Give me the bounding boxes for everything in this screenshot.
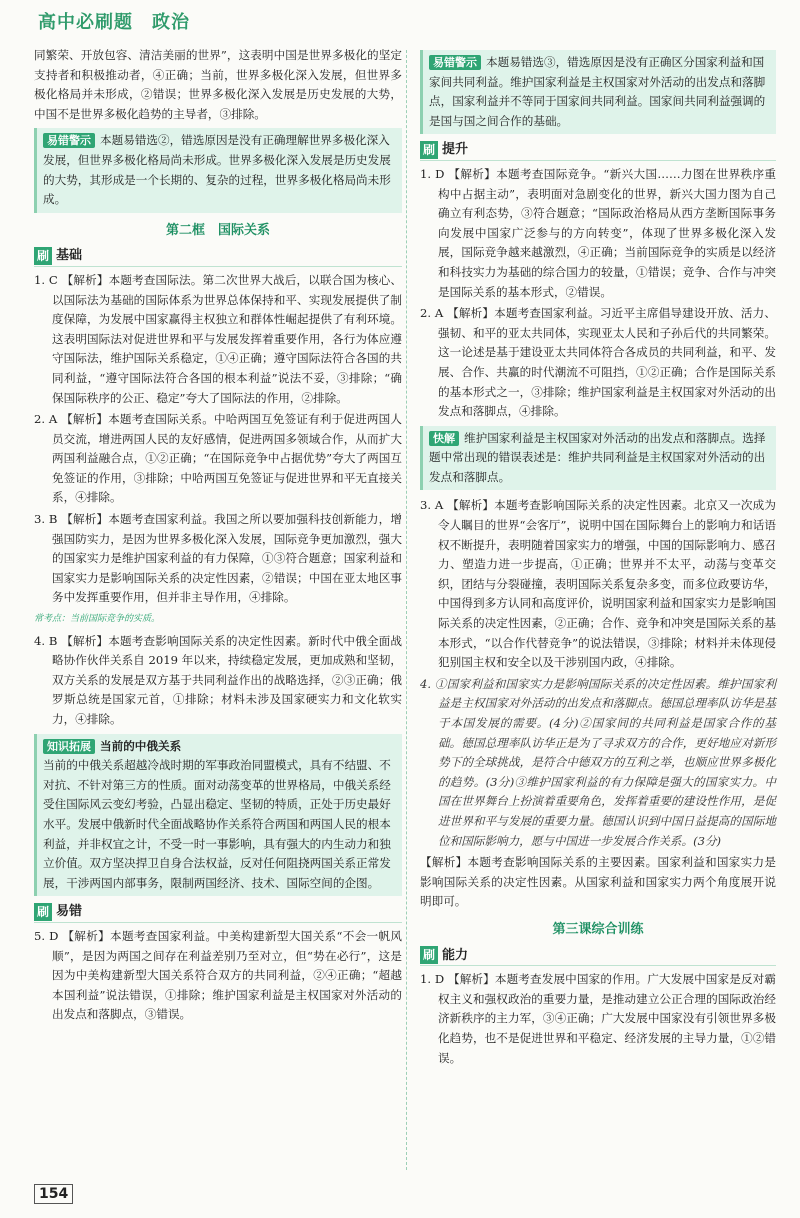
knowledge-extension-label: 知识拓展: [43, 739, 95, 754]
section-ability: [420, 946, 776, 967]
brush-icon: 刷: [420, 141, 438, 159]
answer-item: 1. D 【解析】本题考查国际竞争。“新兴大国……力图在世界秩序重构中占据主动”，表明面对急剧变化的世界，新兴大国力图为自己确立有利态势，③符合题意；“国际政治格局从西方垄断国际事务向发展中国家广泛参与的方向转变”，体现了世界多极化深入发展，国际竞争越来越激烈，④正确；当前国际竞争的实质是以经济和科技实力为基础的综合国力的较量，①错误；竞争、合作与冲突是国际关系的基本形式，②错误。: [420, 166, 776, 299]
lesson-title: 第三课综合训练: [552, 921, 644, 937]
error-warning-text: 本题易错选③，错选原因是没有正确区分国家利益和国家间共同利益。维护国家利益是主权国家对外活动的出发点和落脚点，国家利益并不等同于国家间共同利益。国家间共同利益强调的是国与国之间合作的基础。: [429, 55, 766, 128]
column-divider: [406, 50, 407, 1170]
brush-icon: 刷: [420, 946, 438, 964]
quick-tip-text: 维护国家利益是主权国家对外活动的出发点和落脚点。选择题中常出现的错误表述是：维护共同利益是主权国家对外活动的出发点和落脚点。: [429, 430, 766, 484]
section-error-title: 易错: [56, 904, 83, 920]
section-basic-title: 基础: [56, 248, 83, 264]
answer-item: 4. B 【解析】本题考查影响国际关系的决定性因素。新时代中俄全面战略协作伙伴关系自 2019 年以来，持续稳定发展，更加成熟和坚韧，双方关系的发展是双方基于共同利益作出的战略选择，②③正确；俄罗斯总统是国家元首，①排除；材料未涉及国家硬实力和文化软实力，④排除。: [34, 633, 402, 726]
answer-item: 1. D 【解析】本题考查发展中国家的作用。广大发展中国家是反对霸权主义和强权政治的重要力量，是推动建立公正合理的国际政治经济新秩序的主力军，③④正确；广大发展中国家没有引领世界多极化趋势，也不是促进世界和平稳定、经济发展的主导力量，①②错误。: [420, 972, 776, 1065]
knowledge-extension-title: 当前的中俄关系: [100, 738, 182, 753]
error-warning-box: [34, 128, 402, 212]
error-warning-label: 易错警示: [43, 133, 95, 148]
answer-item: 3. B 【解析】本题考查国家利益。我国之所以要加强科技创新能力，增强国防实力，是因为世界多极化深入发展，国际竞争更加激烈，强大的国家实力是维护国家利益的有力保障，①③符合题意；国家利益和国家实力是影响国际关系的决定性因素，②错误；中国在亚太地区事务中发挥重要作用，但并非主导作用，④排除。: [34, 512, 402, 605]
frame-title: 第二框 国际关系: [165, 222, 270, 238]
answer-item: 2. A 【解析】本题考查国际关系。中哈两国互免签证有利于促进两国人员交流，增进两国人民的友好感情，促进两国多领域合作，从而扩大两国利益融合点，①②正确；“在国际竞争中占据优势”夸大了两国互免签证的作用，③排除；中哈两国互免签证与促进世界和平无直接关系，④排除。: [34, 412, 402, 505]
answer-item: 2. A 【解析】本题考查国家利益。习近平主席倡导建设开放、活力、强韧、和平的亚太共同体，实现亚太人民和子孙后代的共同繁荣。这一论述是基于建设亚太共同体符合各成员的共同利益，和平、发展、合作、共赢的时代潮流不可阻挡，①②正确；合作是国际关系的基本形式之一，③排除；维护国家利益是主权国家对外活动的出发点和落脚点，④排除。: [420, 306, 776, 419]
running-header: 高中必刷题 政治: [38, 12, 190, 33]
brush-icon: 刷: [34, 247, 52, 265]
continued-answer: 同繁荣、开放包容、清洁美丽的世界”，这表明中国是世界多极化的坚定支持者和积极推动者，④正确；当前，世界多极化深入发展，但世界多极化格局并未形成，②错误；世界多极化深入发展是历史发展的大势，中国不是世界多极化趋势的主导者，③排除。: [34, 48, 402, 121]
quick-tip-box: [420, 426, 776, 491]
knowledge-extension-box: [34, 734, 402, 897]
brush-icon: 刷: [34, 903, 52, 921]
answer-item: 3. A 【解析】本题考查影响国际关系的决定性因素。北京又一次成为令人瞩目的世界“会客厅”，说明中国在国际舞台上的影响力和话语权不断提升，表明随着国家实力的增强，中国的国际影响力、感召力、塑造力进一步提高，①正确；世界并不太平，动荡与变革交织，团结与分裂碰撞，表明国际关系复杂多变，而多位政要访华，中国得到多方认同和高度评价，说明国家利益和国家实力是影响国际关系的决定性因素，②正确；合作、竞争和冲突是国际关系的基本形式，“以合作代替竞争”的说法错误，③排除；材料并未体现侵犯别国主权和安全以及干涉别国内政，④排除。: [420, 498, 776, 670]
error-warning-label: 易错警示: [429, 55, 481, 70]
section-ability-title: 能力: [442, 947, 469, 963]
error-warning-text: 本题易错选②，错选原因是没有正确理解世界多极化深入发展，但世界多极化格局尚未形成。世界多极化深入发展是历史发展的大势，其形成是一个长期的、复杂的过程，世界多极化格局尚未形成。: [43, 133, 391, 207]
error-warning-box: [420, 50, 776, 134]
answer-item: 1. C 【解析】本题考查国际法。第二次世界大战后，以联合国为核心、以国际法为基础的国际体系为世界总体保持和平、实现发展提供了制度保障，为发展中国家赢得主权独立和群体性崛起提供了有利环境。这表明国际法对促进世界和平与发展发挥着重要作用，各行为体应遵守国际法，维护国际关系稳定，①④正确；遵守国际法符合各国的共同利益，“遵守国际法符合各国的根本利益”说法不妥，③排除；“确保国际秩序的公正、稳定”夸大了国际法的作用，②排除。: [34, 272, 402, 405]
section-improve-title: 提升: [442, 142, 469, 158]
section-error: [34, 902, 402, 923]
analysis-text: 【解析】本题考查影响国际关系的主要因素。国家利益和国家实力是影响国际关系的决定性因素。从国家利益和国家实力两个角度展开说明即可。: [420, 855, 776, 909]
knowledge-extension-text: 当前的中俄关系超越冷战时期的军事政治同盟模式，具有不结盟、不对抗、不针对第三方的性质。面对动荡变革的世界格局，中俄关系经受住国际风云变幻考验，凸显出稳定、坚韧的特质，正处于历史最好水平。发展中俄新时代全面战略协作关系符合两国和两国人民的根本利益，并非权宜之计，不受一时一事影响，具有强大的内生动力和独立价值。双方坚决捍卫自身合法权益，反对任何阻挠两国关系正常发展，干涉两国内部事务，限制两国经济、技术、国际空间的企图。: [43, 758, 391, 890]
right-column: [420, 46, 776, 1070]
answer-item: 5. D 【解析】本题考查国家利益。中美构建新型大国关系“不会一帆风顺”，是因为两国之间存在利益差别乃至对立，但“势在必行”，这是因为中美构建新型大国关系符合双方的共同利益，②④正确；“超越本国利益”说法错误，①排除；维护国家利益是主权国家对外活动的出发点和落脚点，③错误。: [34, 928, 402, 1022]
section-improve: [420, 140, 776, 161]
handwritten-note: 常考点：当前国际竞争的实质。: [34, 614, 161, 625]
quick-tip-label: 快解: [429, 431, 459, 446]
page-number: 154: [34, 1184, 73, 1204]
handwritten-answer: 4. ①国家利益和国家实力是影响国际关系的决定性因素。维护国家利益是主权国家对外活动的出发点和落脚点。德国总理率队访华是基于本国发展的需要。(4分)②国家间的共同利益是国家合作的基础。德国总理率队访华正是为了寻求双方的合作，更好地应对新形势下的全球挑战，是符合中德双方的互利之举，也顺应世界多极化的趋势。(3分)③维护国家利益的有力保障是强大的国家实力。中国在世界舞台上扮演着重要角色，发挥着重要的建设性作用，是促进世界和平与发展的重要力量。德国认识到中国日益提高的国际地位和国际影响力，愿与中国进一步发展合作关系。(3分): [420, 676, 776, 848]
left-column: [34, 46, 402, 1027]
section-basic: [34, 246, 402, 267]
